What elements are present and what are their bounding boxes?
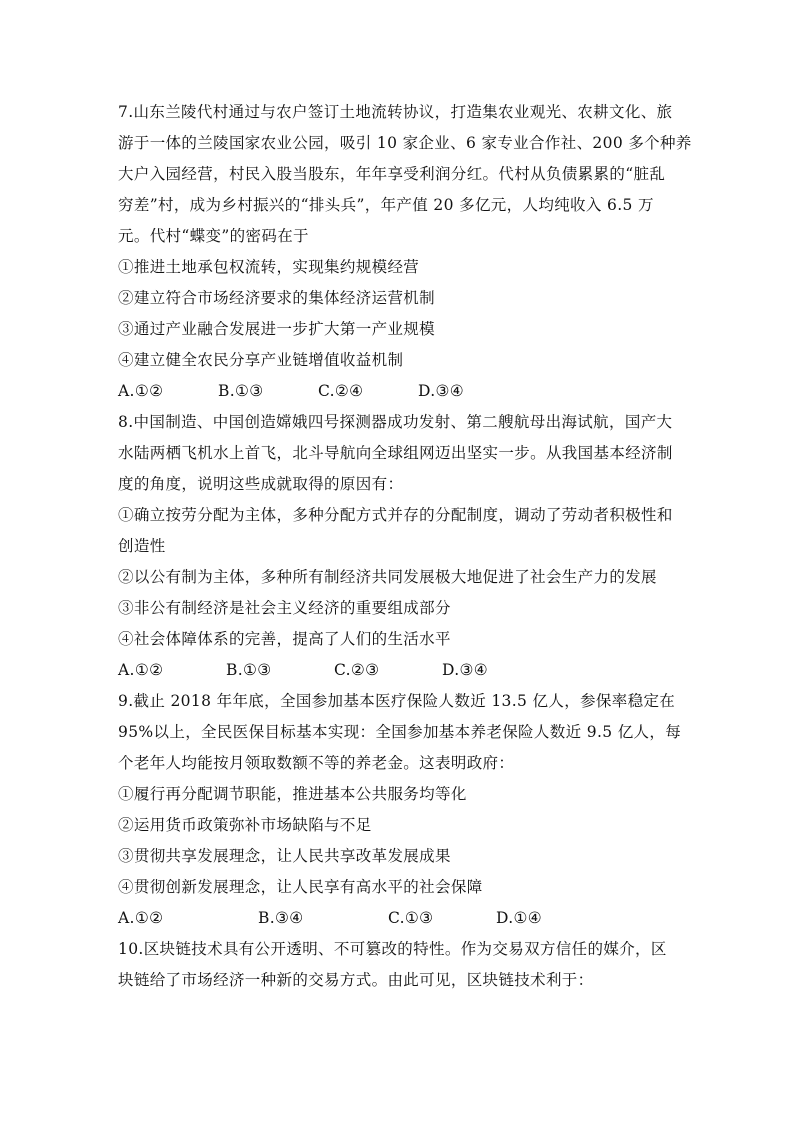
question-7-stem-line-2: 游于一体的兰陵国家农业公园，吸引 10 家企业、6 家专业合作社、200 多个种养 [118,134,692,152]
question-7-option-d: D.③④ [418,382,464,400]
question-7-item-4: ④建立健全农民分享产业链增值收益机制 [118,351,404,369]
question-9-item-3: ③贯彻共享发展理念，让人民共享改革发展成果 [118,847,451,865]
question-9-option-b: B.③④ [258,909,304,927]
question-7-item-3: ③通过产业融合发展进一步扩大第一产业规模 [118,320,436,338]
question-9-item-1: ①履行再分配调节职能，推进基本公共服务均等化 [118,785,467,803]
question-7-item-2: ②建立符合市场经济要求的集体经济运营机制 [118,289,436,307]
question-7-stem-line-4: 穷差”村，成为乡村振兴的“排头兵”，年产值 20 多亿元，人均纯收入 6.5 万 [118,196,654,214]
question-7-stem-line-3: 大户入园经营，村民入股当股东，年年享受利润分红。代村从负债累累的“脏乱 [118,165,666,183]
question-7-option-a: A.①② [118,382,164,400]
question-9-stem-line-1: 9.截止 2018 年年底，全国参加基本医疗保险人数近 13.5 亿人，参保率稳定在 [118,692,676,710]
question-9-option-a: A.①② [118,909,164,927]
question-8-option-c: C.②③ [334,661,380,679]
question-9-option-d: D.①④ [496,909,542,927]
question-7-stem-line-5: 元。代村“蝶变”的密码在于 [118,227,309,245]
question-8-option-d: D.③④ [442,661,488,679]
question-8 [118,407,678,686]
question-9-options [118,903,678,934]
question-9 [118,686,682,934]
question-9-stem-line-2: 95%以上，全民医保目标基本实现：全国参加基本养老保险人数近 9.5 亿人，每 [118,723,682,741]
question-8-option-a: A.①② [118,661,164,679]
question-9-stem-line-3: 个老年人均能按月领取数额不等的养老金。这表明政府： [118,754,515,772]
question-7-stem-line-1: 7.山东兰陵代村通过与农户签订土地流转协议，打造集农业观光、农耕文化、旅 [118,103,673,121]
question-8-item-4: ④社会体障体系的完善，提高了人们的生活水平 [118,630,451,648]
question-8-item-2: ②以公有制为主体，多种所有制经济共同发展极大地促进了社会生产力的发展 [118,568,657,586]
question-8-options [118,655,678,686]
question-9-option-c: C.①③ [388,909,434,927]
question-8-option-b: B.①③ [226,661,272,679]
question-9-item-4: ④贯彻创新发展理念，让人民享有高水平的社会保障 [118,878,483,896]
document-body [118,97,692,996]
question-7-option-c: C.②④ [318,382,364,400]
question-10-stem-line-2: 块链给了市场经济一种新的交易方式。由此可见，区块链技术利于： [118,971,594,989]
question-8-item-3: ③非公有制经济是社会主义经济的重要组成部分 [118,599,451,617]
question-8-item-1: ①确立按劳分配为主体，多种分配方式并存的分配制度，调动了劳动者积极性和 [118,506,673,524]
question-8-item-1-cont: 创造性 [118,537,166,555]
question-10 [118,934,678,996]
question-8-stem-line-3: 度的角度，说明这些成就取得的原因有： [118,475,404,493]
question-8-stem-line-2: 水陆两栖飞机水上首飞，北斗导航向全球组网迈出坚实一步。从我国基本经济制 [118,444,673,462]
question-7-option-b: B.①③ [218,382,264,400]
question-9-item-2: ②运用货币政策弥补市场缺陷与不足 [118,816,372,834]
question-7-options [118,376,678,407]
question-10-stem-line-1: 10.区块链技术具有公开透明、不可篡改的特性。作为交易双方信任的媒介，区 [118,940,667,958]
question-8-stem-line-1: 8.中国制造、中国创造嫦娥四号探测器成功发射、第二艘航母出海试航，国产大 [118,413,673,431]
question-7 [118,97,692,407]
question-7-item-1: ①推进土地承包权流转，实现集约规模经营 [118,258,420,276]
